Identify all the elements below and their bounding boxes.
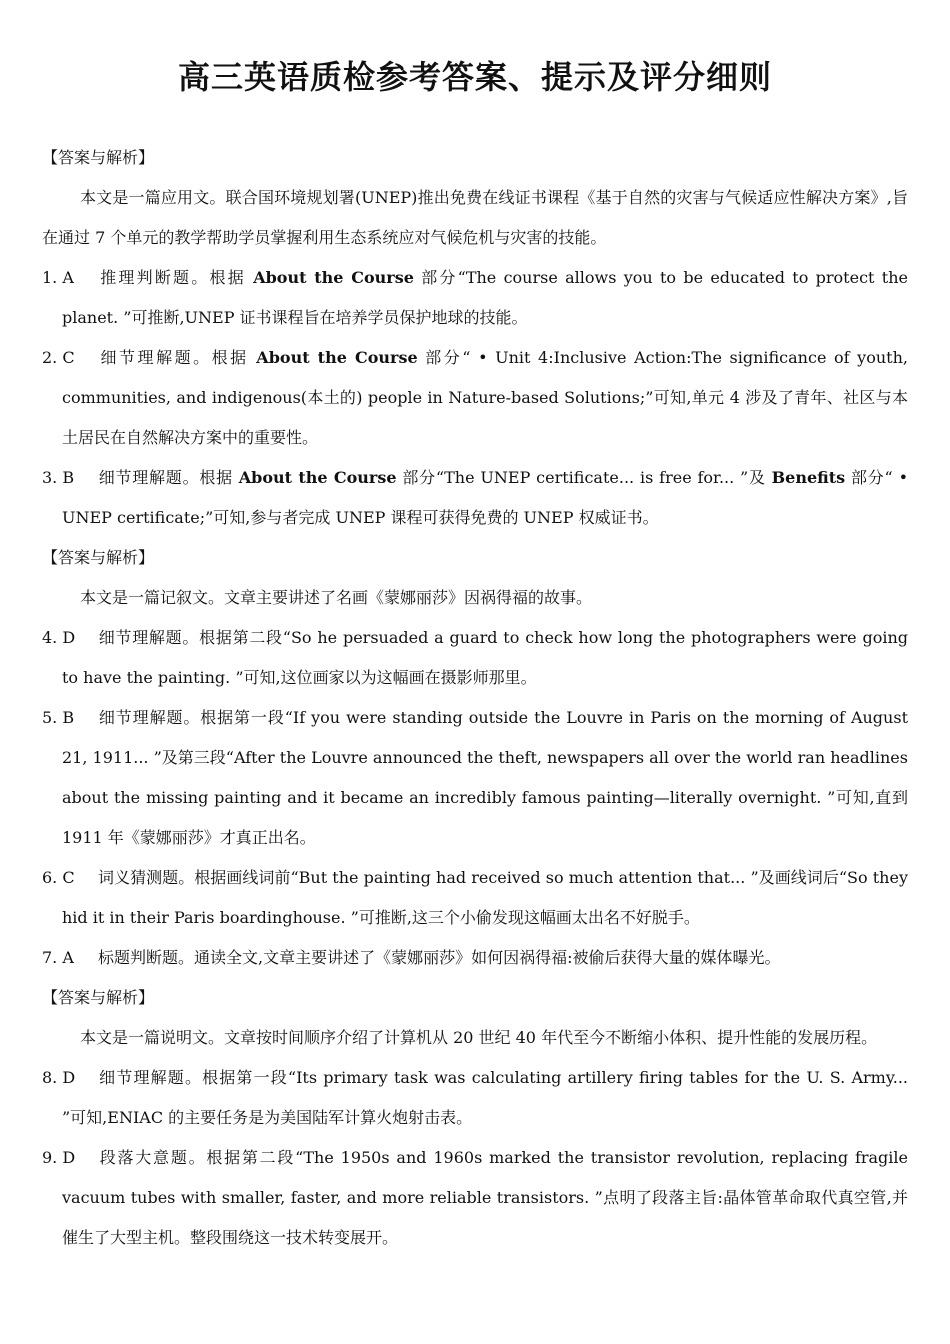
answer-type: 细节理解题。根据 <box>98 348 249 367</box>
answer-number: 7. A <box>42 948 74 967</box>
answer-item-5 <box>42 698 908 858</box>
answer-explanation: 细节理解题。根据第一段“If you were standing outside the Louvre in Paris on the morning of August 21, 1911... ”及第三段“After the Louvre announced the theft, newspapers all over the world ran headlines about the missing painting and it became an incredibly famous painting—literally overnight. ”可知,直到 1911 年《蒙娜丽莎》才真正出名。 <box>62 708 908 847</box>
answer-item-2 <box>42 338 908 458</box>
answer-number: 3. B <box>42 468 75 487</box>
document-body <box>42 138 908 1258</box>
answer-type: 推理判断题。根据 <box>98 268 246 287</box>
passage-summary: 本文是一篇说明文。文章按时间顺序介绍了计算机从 20 世纪 40 年代至今不断缩小体积、提升性能的发展历程。 <box>80 1028 878 1047</box>
answer-number: 1. A <box>42 268 74 287</box>
answer-item-7 <box>42 938 908 978</box>
answer-type: 细节理解题。根据 <box>98 468 233 487</box>
answer-number: 9. D <box>42 1148 76 1167</box>
answer-explanation: 部分“ • Unit 4:Inclusive Action:The significance of youth, communities, and indigenous(本土的) people in Nature-based Solutions;”可知,单元 4 涉及了青年、社区与本土居民在自然解决方案中的重要性。 <box>62 348 908 447</box>
answer-explanation: 部分“ • UNEP certificate;”可知,参与者完成 UNEP 课程可获得免费的 UNEP 权威证书。 <box>62 468 909 527</box>
answer-item-3 <box>42 458 908 538</box>
answer-number: 5. B <box>42 708 75 727</box>
answer-explanation: 标题判断题。通读全文,文章主要讲述了《蒙娜丽莎》如何因祸得福:被偷后获得大量的媒体曝光。 <box>98 948 781 967</box>
answer-explanation: 细节理解题。根据第一段“Its primary task was calculating artillery firing tables for the U. S. Army... ”可知,ENIAC 的主要任务是为美国陆军计算火炮射击表。 <box>62 1068 908 1127</box>
answer-number: 6. C <box>42 868 75 887</box>
keyword: About the Course <box>253 268 414 287</box>
answer-item-8 <box>42 1058 908 1138</box>
keyword: Benefits <box>771 468 846 487</box>
keyword: About the Course <box>256 348 418 367</box>
section-heading: 【答案与解析】 <box>42 988 155 1007</box>
keyword: About the Course <box>238 468 397 487</box>
answer-item-1 <box>42 258 908 338</box>
passage-summary: 本文是一篇记叙文。文章主要讲述了名画《蒙娜丽莎》因祸得福的故事。 <box>80 588 593 607</box>
answer-explanation: 词义猜测题。根据画线词前“But the painting had received so much attention that... ”及画线词后“So they hid it in their Paris boardinghouse. ”可推断,这三个小偷发现这幅画太出名不好脱手。 <box>62 868 908 927</box>
section-heading: 【答案与解析】 <box>42 548 155 567</box>
section-heading: 【答案与解析】 <box>42 148 155 167</box>
answer-number: 2. C <box>42 348 75 367</box>
answer-number: 8. D <box>42 1068 76 1087</box>
answer-item-4 <box>42 618 908 698</box>
passage-summary: 本文是一篇应用文。联合国环境规划署(UNEP)推出免费在线证书课程《基于自然的灾害与气候适应性解决方案》,旨在通过 7 个单元的教学帮助学员掌握利用生态系统应对气候危机与灾害的技能。 <box>42 188 908 247</box>
answer-explanation: 部分“The UNEP certificate... is free for... ”及 <box>402 468 766 487</box>
answer-explanation: 部分“The course allows you to be educated to protect the planet. ”可推断,UNEP 证书课程旨在培养学员保护地球的技能。 <box>62 268 908 327</box>
answer-explanation: 段落大意题。根据第二段“The 1950s and 1960s marked the transistor revolution, replacing fragile vacuum tubes with smaller, faster, and more reliable transistors. ”点明了段落主旨:晶体管革命取代真空管,并催生了大型主机。整段围绕这一技术转变展开。 <box>62 1148 908 1247</box>
answer-number: 4. D <box>42 628 76 647</box>
answer-explanation: 细节理解题。根据第二段“So he persuaded a guard to check how long the photographers were going to have the painting. ”可知,这位画家以为这幅画在摄影师那里。 <box>62 628 908 687</box>
page-title: 高三英语质检参考答案、提示及评分细则 <box>177 58 772 96</box>
answer-item-6 <box>42 858 908 938</box>
answer-item-9 <box>42 1138 908 1258</box>
